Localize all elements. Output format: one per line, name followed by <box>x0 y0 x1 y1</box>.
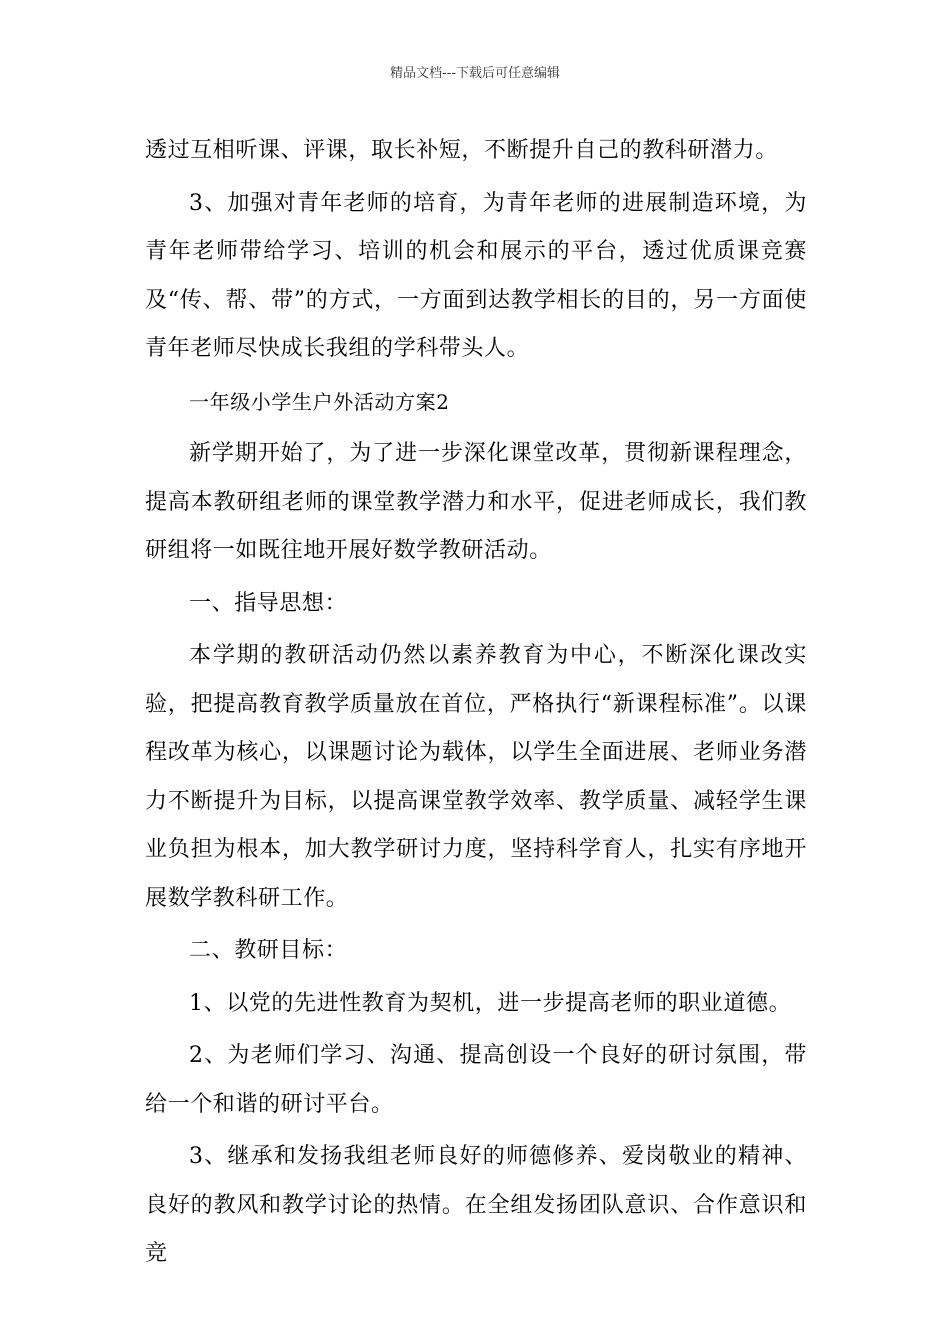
section-heading-guiding-ideology: 一、指导思想： <box>189 590 348 616</box>
paragraph-intro: 新学期开始了，为了进一步深化课堂改革，贯彻新课程理念，提高本教研组老师的课堂教学潜力和水平，促进老师成长，我们教研组将一如既往地开展好数学教研活动。 <box>145 441 807 563</box>
paragraph-item-3-youth-teachers: 3、加强对青年老师的培育，为青年老师的进展制造环境，为青年老师带给学习、培训的机会和展示的平台，透过优质课竞赛及“传、帮、带”的方式，一方面到达教学相长的目的，另一方面使青年老师尽快成长我组的学科带头人。 <box>145 190 807 361</box>
section-title-activity-plan: 一年级小学生户外活动方案2 <box>189 389 450 414</box>
document-body <box>145 127 807 1283</box>
page-header: 精品文档---下载后可任意编辑 <box>389 66 561 81</box>
paragraph-goal-3: 3、继承和发扬我组老师良好的师德修养、爱岗敬业的精神、良好的教风和教学讨论的热情。在全组发扬团队意识、合作意识和竞 <box>145 1144 807 1266</box>
paragraph-continuation: 透过互相听课、评课，取长补短，不断提升自己的教科研潜力。 <box>145 138 778 163</box>
paragraph-goal-1: 1、以党的先进性教育为契机，进一步提高老师的职业道德。 <box>189 990 792 1016</box>
paragraph-goal-2: 2、为老师们学习、沟通、提高创设一个良好的研讨氛围，带给一个和谐的研讨平台。 <box>145 1043 807 1117</box>
paragraph-guiding-ideology: 本学期的教研活动仍然以素养教育为中心，不断深化课改实验，把提高教育教学质量放在首位，严格执行“新课程标准”。以课程改革为核心，以课题讨论为载体，以学生全面进展、老师业务潜力不断提升为目标，以提高课堂教学效率、教学质量、减轻学生课业负担为根本，加大教学研讨力度，坚持科学育人，扎实有序地开展数学教科研工作。 <box>145 643 807 911</box>
section-heading-research-goals: 二、教研目标： <box>189 938 348 963</box>
